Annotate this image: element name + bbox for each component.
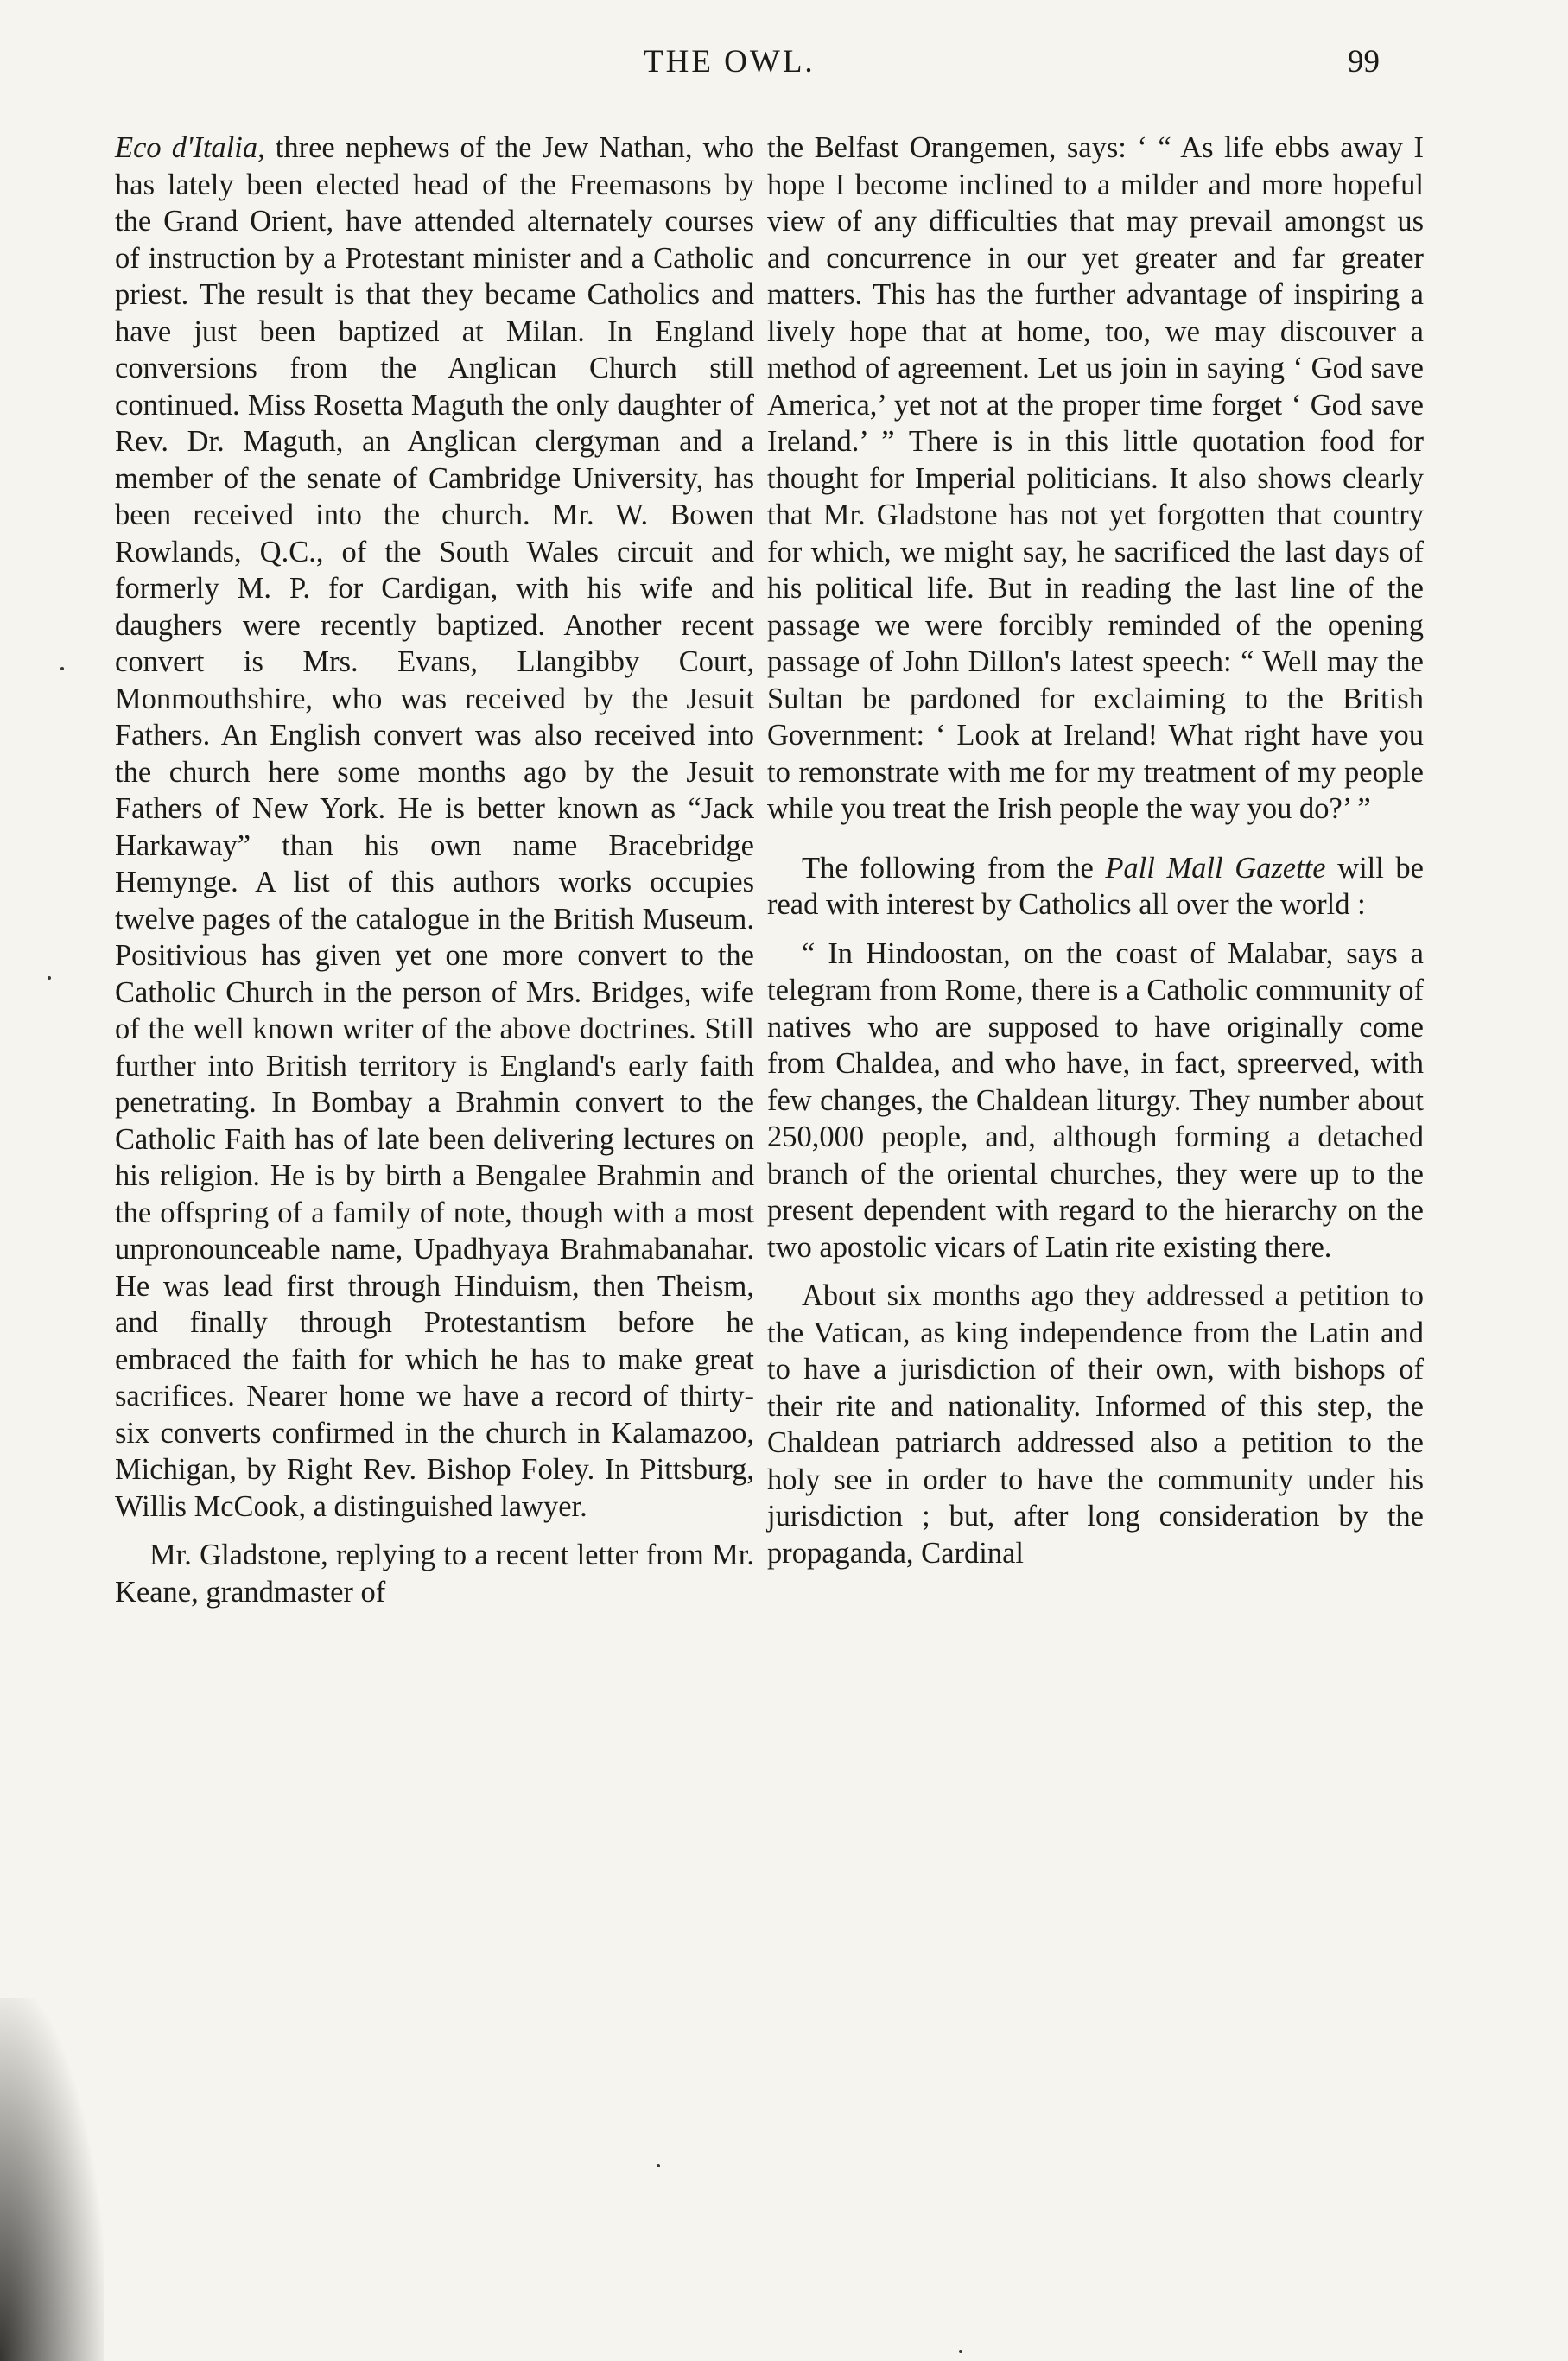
scan-speck [959,2350,962,2353]
right-column [767,130,1424,1571]
right-paragraph-1: the Belfast Orangemen, says: ‘ “ As life ebbs away I hope I become inclined to a milder and more hopeful view of any difficulties that may prevail amongst us and concurrence in our yet greater and far greater matters. This has the further advantage of inspiring a lively hope that at home, too, we may discouver a method of agreement. Let us join in saying ‘ God save America,’ yet not at the proper time forget ‘ God save Ireland.’ ” There is in this little quotation food for thought for Imperial politicians. It also shows clearly that Mr. Gladstone has not yet forgotten that country for which, we might say, he sacrificed the last days of his political life. But in reading the last line of the passage we were forcibly reminded of the opening passage of John Dillon's latest speech: “ Well may the Sultan be pardoned for exclaiming to the British Government: ‘ Look at Ireland! What right have you to remonstrate with me for my treatment of my people while you treat the Irish people the way you do?’ ” [767,131,1424,825]
page-number: 99 [1348,44,1380,79]
running-head [0,43,1568,95]
pall-mall-gazette-italic: Pall Mall Gazette [1105,851,1326,885]
right-paragraph-3: “ In Hindoostan, on the coast of Malabar, says a telegram from Rome, there is a Catholic community of natives who are supposed to have originally come from Chaldea, and who have, in fact, spreerved, with few changes, the Chaldean liturgy. They number about 250,000 people, and, although forming a detached branch of the oriental churches, they were up to the present dependent with regard to the hierarchy on the two apostolic vicars of Latin rite existing there. [767,936,1424,1264]
left-paragraph-1 [115,130,754,1525]
scan-speck [48,976,51,980]
scan-edge-shadow [0,1998,104,2361]
journal-title: THE OWL. [644,44,816,79]
scan-speck [60,667,64,670]
right-paragraph-2-end: will be read with interest by Catholics all over the world : [767,851,1424,921]
left-paragraph-2: Mr. Gladstone, replying to a recent letter from Mr. Keane, grandmaster of [115,1539,754,1609]
left-column [115,130,754,1610]
right-paragraph-2 [767,850,1424,923]
right-paragraph-2-start: The following from the [802,851,1106,885]
scan-speck [657,2164,660,2167]
left-paragraph-1-text: three nephews of the Jew Nathan, who has lately been elected head of the Freemasons by the Grand Orient, have attended alternately courses of instruction by a Protestant minister and a Catholic priest. The result is that they became Catholics and have just been baptized at Milan. In England conversions from the Anglican Church still continued. Miss Rosetta Maguth the only daughter of Rev. Dr. Maguth, an Anglican clergyman and a member of the senate of Cambridge University, has been received into the church. Mr. W. Bowen Rowlands, Q.C., of the South Wales circuit and formerly M. P. for Cardigan, with his wife and daughers were recently baptized. Another recent convert is Mrs. Evans, Llangibby Court, Monmouthshire, who was received by the Jesuit Fathers. An English convert was also received into the church here some months ago by the Jesuit Fathers of New York. He is better known as “Jack Harkaway” than his own name Bracebridge Hemynge. A list of this authors works occupies twelve pages of the catalogue in the British Museum. Positivious has given yet one more convert to the Catholic Church in the person of Mrs. Bridges, wife of the well known writer of the above doctrines. Still further into British territory is England's early faith penetrating. In Bombay a Brahmin convert to the Catholic Faith has of late been delivering lectures on his religion. He is by birth a Bengalee Brahmin and the offspring of a family of note, though with a most unpronounceable name, Upadhyaya Brahmabanahar. He was lead first through Hinduism, then Theism, and finally through Protestantism before he embraced the faith for which he has to make great sacrifices. Nearer home we have a record of thirty-six converts confirmed in the church in Kalamazoo, Michigan, by Right Rev. Bishop Foley. In Pittsburg, Willis McCook, a distinguished lawyer. [115,131,754,1523]
publication-name-italic: Eco d'Italia, [115,131,265,164]
right-paragraph-4: About six months ago they addressed a petition to the Vatican, as king independence from the Latin and to have a jurisdiction of their own, with bishops of their rite and nationality. Informed of this step, the Chaldean patriarch addressed also a petition to the holy see in order to have the community under his jurisdiction ; but, after long consideration by the propaganda, Cardinal [767,1279,1424,1570]
